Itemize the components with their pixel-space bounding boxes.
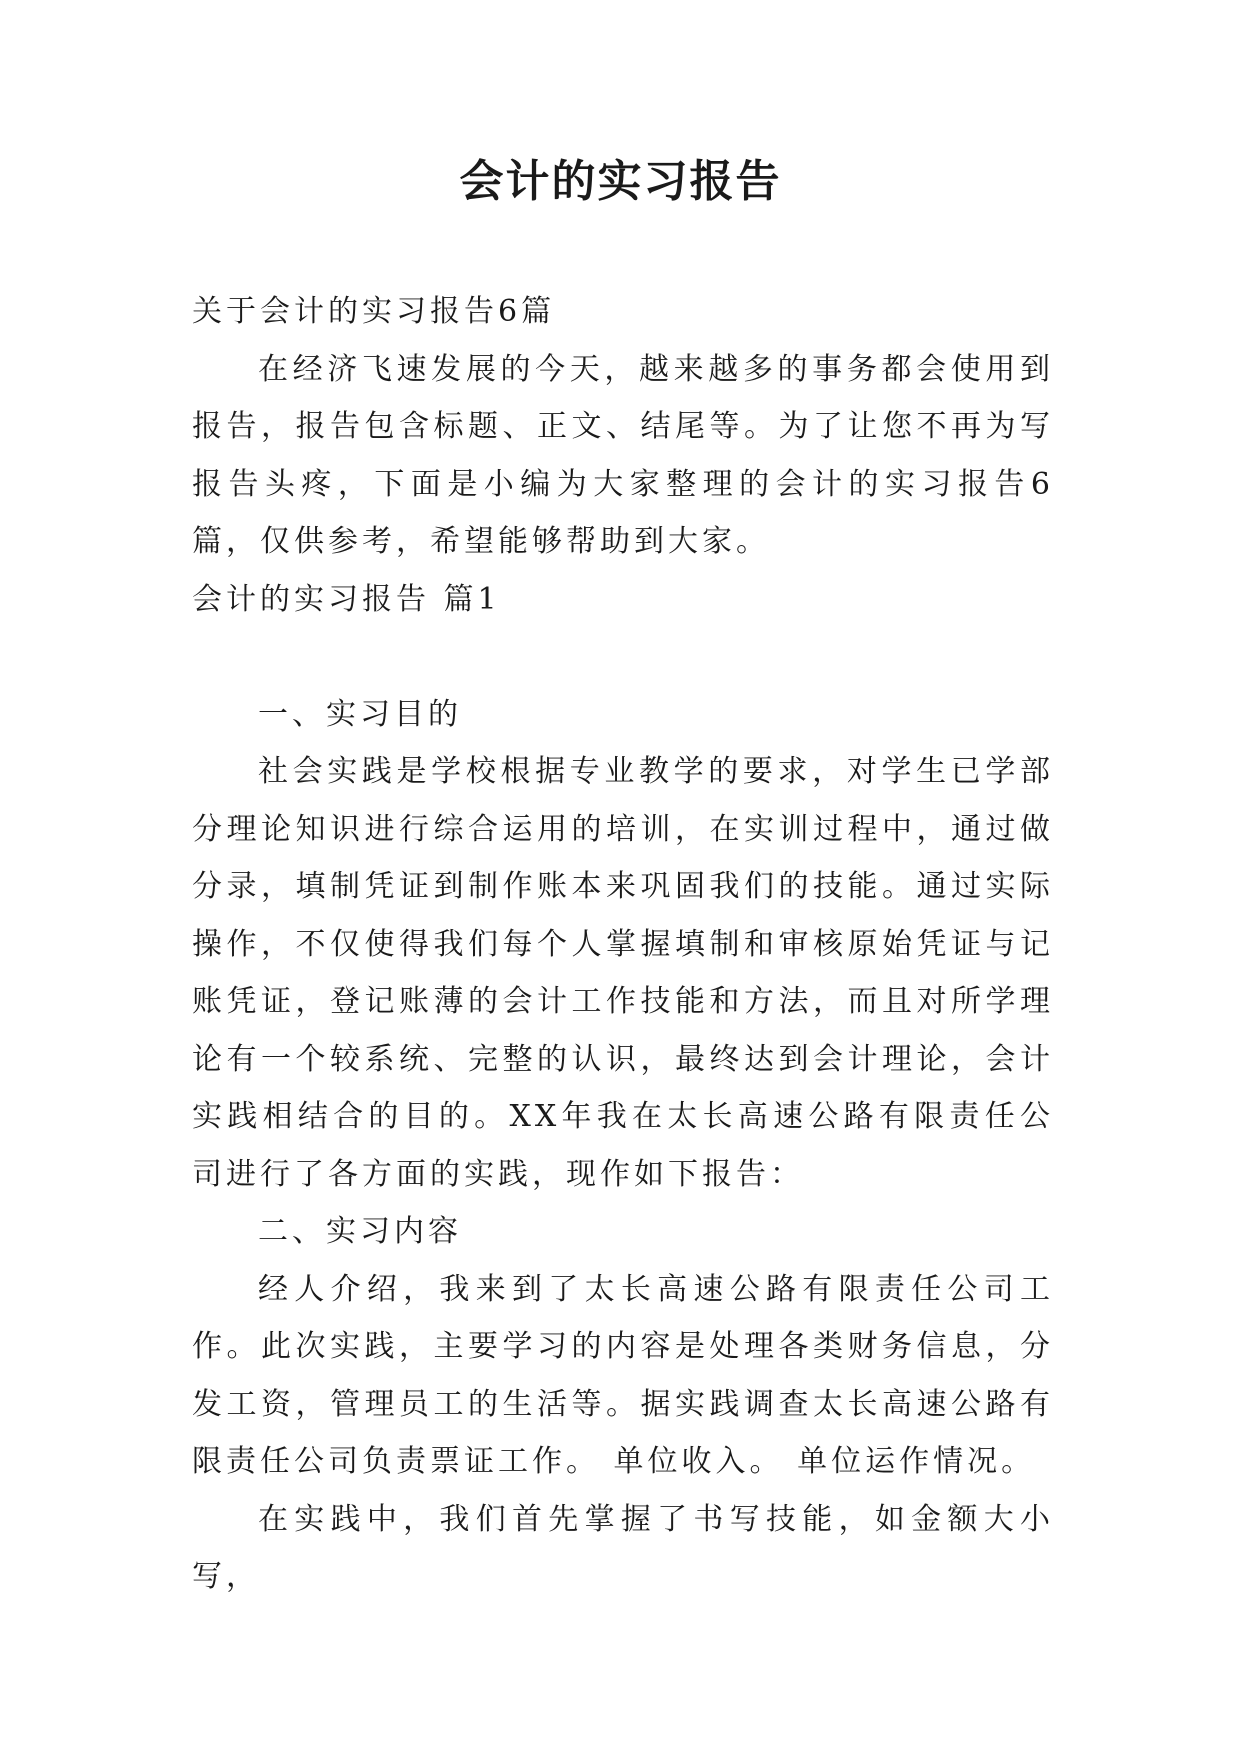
blank-line [192, 628, 1054, 686]
section-paragraph-content-continued: 在实践中，我们首先掌握了书写技能，如金额大小写， [192, 1501, 1054, 1594]
article-heading: 会计的实习报告 篇1 [192, 581, 501, 617]
section-heading-purpose: 一、实习目的 [258, 696, 462, 732]
document-subtitle: 关于会计的实习报告6篇 [192, 294, 556, 329]
document-body [192, 283, 1054, 1606]
section-heading-content: 二、实习内容 [258, 1214, 462, 1249]
section-paragraph-content: 经人介绍，我来到了太长高速公路有限责任公司工作。此次实践，主要学习的内容是处理各类财务信息，分发工资，管理员工的生活等。据实践调查太长高速公路有限责任公司负责票证工作。 单位收入。 单位运作情况。 [192, 1271, 1054, 1479]
intro-paragraph: 在经济飞速发展的今天，越来越多的事务都会使用到报告，报告包含标题、正文、结尾等。为了让您不再为写报告头疼，下面是小编为大家整理的会计的实习报告6篇，仅供参考，希望能够帮助到大家。 [192, 351, 1054, 559]
document-title: 会计的实习报告 [459, 156, 782, 207]
section-paragraph-purpose: 社会实践是学校根据专业教学的要求，对学生已学部分理论知识进行综合运用的培训，在实训过程中，通过做分录，填制凭证到制作账本来巩固我们的技能。通过实际操作，不仅使得我们每个人掌握填制和审核原始凭证与记账凭证，登记账薄的会计工作技能和方法，而且对所学理论有一个较系统、完整的认识，最终达到会计理论，会计实践相结合的目的。XX年我在太长高速公路有限责任公司进行了各方面的实践，现作如下报告： [192, 754, 1054, 1192]
